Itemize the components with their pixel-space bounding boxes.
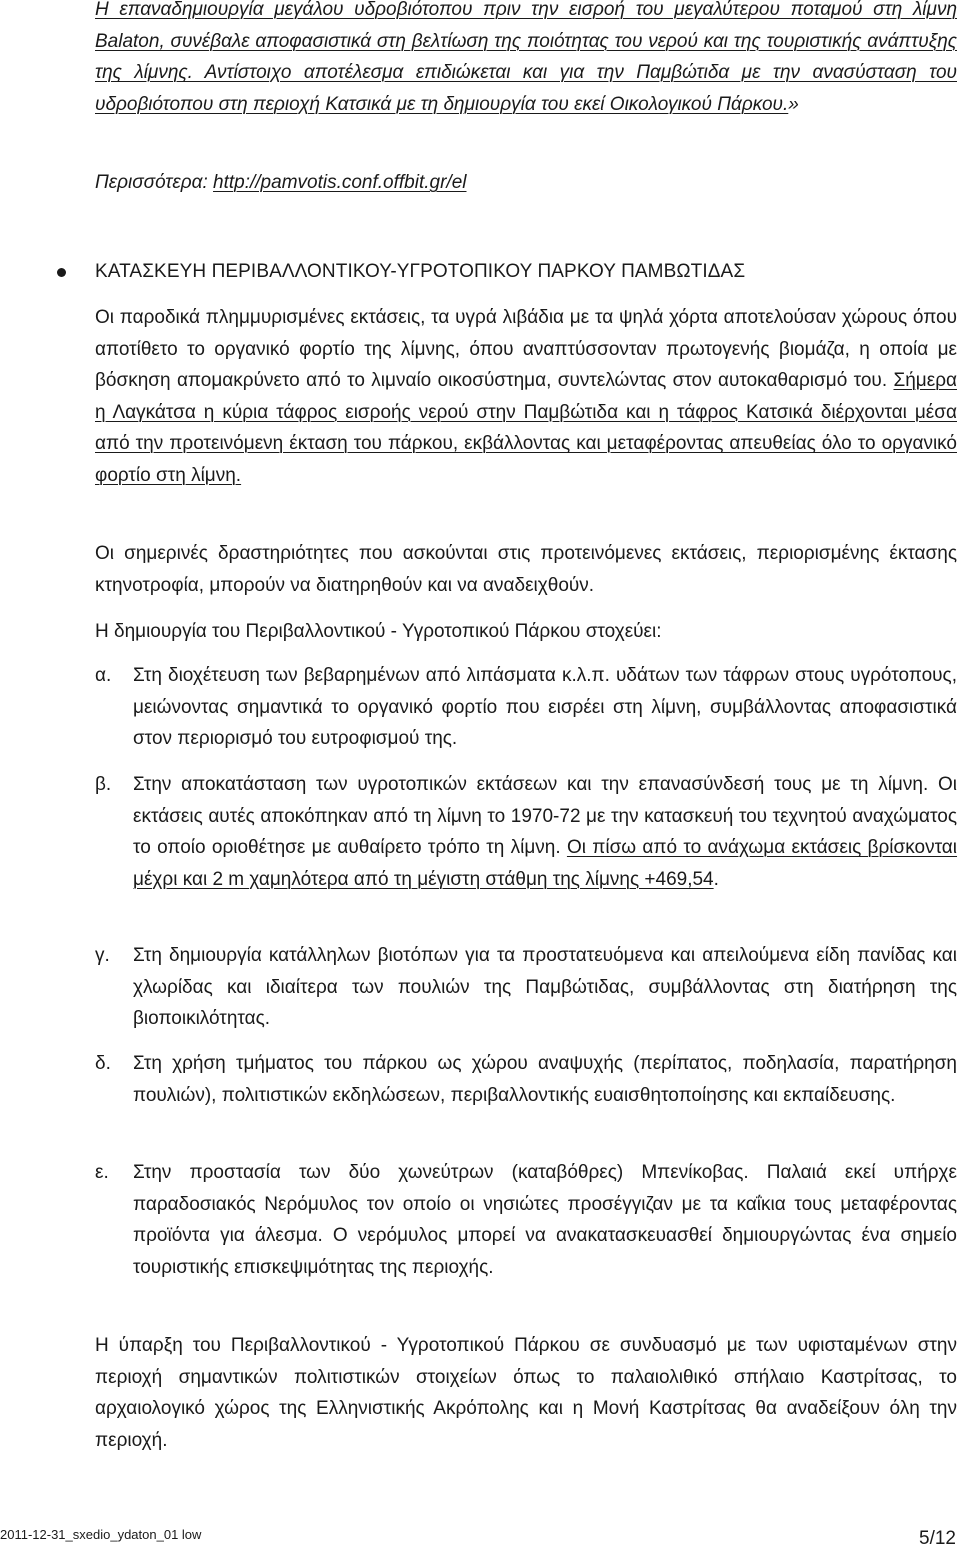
list-tail: . <box>713 868 719 890</box>
goals-intro: Η δημιουργία του Περιβαλλοντικού - Υγροτοπικού Πάρκου στοχεύει: <box>95 621 662 642</box>
page-number: 5/12 <box>919 1528 956 1549</box>
activities-paragraph: Οι σημερινές δραστηριότητες που ασκούνται στις προτεινόμενες εκτάσεις, περιορισμένης έκτασης κτηνοτροφία, μπορούν να διατηρηθούν και να αναδειχθούν. <box>95 543 957 596</box>
list-text: Στη δημιουργία κατάλληλων βιοτόπων για τα προστατευόμενα και απειλούμενα είδη πανίδας και χλωρίδας και ιδιαίτερα των πουλιών της Παμβώτιδας, συμβάλλοντας στη διατήρηση της βιοποικιλότητας. <box>133 945 957 1029</box>
list-underlined-text: Οι πίσω από το ανάχωμα εκτάσεις βρίσκονται μέχρι και 2 m χαμηλότερα από τη μέγιστη στάθμη της λίμνης +469,54 <box>133 837 958 890</box>
section-heading: ΚΑΤΑΣΚΕΥΗ ΠΕΡΙΒΑΛΛΟΝΤΙΚΟΥ-ΥΓΡΟΤΟΠΙΚΟΥ ΠΑΡΚΟΥ ΠΑΜΒΩΤΙΔΑΣ <box>95 261 746 282</box>
list-plain-text: Στην αποκατάσταση των υγροτοπικών εκτάσεων και την επανασύνδεσή τους με τη λίμνη. Οι εκτάσεις αυτές αποκόπηκαν από τη λίμνη το 1970-72 με την κατασκευή του τεχνητού αναχώματος το οποίο οριοθέτησε με αυθαίρετο τρόπο τη λίμνη. <box>133 774 957 858</box>
list-marker: ε. <box>95 1162 109 1183</box>
list-marker: β. <box>95 774 112 795</box>
list-marker: δ. <box>95 1053 111 1074</box>
footer-filename: 2011-12-31_sxedio_ydaton_01 low <box>0 1527 202 1542</box>
list-text: Στην προστασία των δύο χωνεύτρων (καταβόθρες) Μπενίκοβας. Παλαιά εκεί υπήρχε παραδοσιακός Νερόμυλος τον οποίο οι νησιώτες προσέγγιζαν με τα καΐκια τους μεταφέροντας προϊόντα για άλεσμα. Ο νερόμυλος μπορεί να ανακατασκευασθεί δημιουργώντας ένα σημείο τουριστικής επισκεψιμότητας της περιοχής. <box>133 1162 957 1278</box>
closing-paragraph: Η ύπαρξη του Περιβαλλοντικού - Υγροτοπικού Πάρκου σε συνδυασμό με των υφισταμένων στην περιοχή σημαντικών πολιτιστικών στοιχείων όπως το παλαιολιθικό σπήλαιο Καστρίτσας, το αρχαιολογικό χώρος της Ελληνιστικής Ακρόπολης και η Μονή Καστρίτσας θα αναδείξουν όλη την περιοχή. <box>95 1335 957 1451</box>
intro-paragraph <box>95 302 957 491</box>
quote-close-mark: » <box>788 93 799 115</box>
intro-plain-text: Οι παροδικά πλημμυρισμένες εκτάσεις, τα υγρά λιβάδια με τα ψηλά χόρτα αποτελούσαν χώρους όπου αποτίθετο το οργανικό φορτίο της λίμνης, όπου αναπτύσσονταν πρωτογενής βιομάζα, η οποία με βόσκηση απομακρύνετο από το λιμναίο οικοσύστημα, συντελώντας στον αυτοκαθαρισμό του. <box>95 307 957 391</box>
quote-paragraph <box>95 0 957 120</box>
more-info-line <box>95 167 957 199</box>
bullet-icon <box>57 268 66 277</box>
intro-underlined-text: Σήμερα η Λαγκάτσα η κύρια τάφρος εισροής νερού στην Παμβώτιδα και η τάφρος Κατσικά διέρχονται μέσα από την προτεινόμενη έκταση του πάρκου, εκβάλλοντας και μεταφέροντας απευθείας όλο το οργανικό φορτίο στη λίμνη. <box>95 370 958 486</box>
list-text <box>133 769 957 895</box>
list-text: Στη διοχέτευση των βεβαρημένων από λιπάσματα κ.λ.π. υδάτων των τάφρων στους υγρότοπους, μειώνοντας σημαντικά το οργανικό φορτίο που εισρέει στη λίμνη, συμβάλλοντας αποφασιστικά στον περιορισμό του ευτροφισμού της. <box>133 665 957 749</box>
list-marker: γ. <box>95 945 110 966</box>
list-text: Στη χρήση τμήματος του πάρκου ως χώρου αναψυχής (περίπατος, ποδηλασία, παρατήρηση πουλιών), πολιτιστικών εκδηλώσεων, περιβαλλοντικής ευαισθητοποίησης και εκπαίδευσης. <box>133 1053 957 1106</box>
list-marker: α. <box>95 665 112 686</box>
more-label: Περισσότερα: <box>95 172 208 193</box>
quote-text: Η επαναδημιουργία μεγάλου υδροβιότοπου πριν την εισροή του μεγαλύτερου ποταμού στη λίμνη Balaton, συνέβαλε αποφασιστικά στη βελτίωση της ποιότητας του νερού και της τουριστικής ανάπτυξης της λίμνης. Αντίστοιχο αποτέλεσμα επιδιώκεται και για την Παμβώτιδα με την ανασύσταση του υδροβιότοπου στη περιοχή Κατσικά με τη δημιουργία του εκεί Οικολογικού Πάρκου. <box>95 0 957 115</box>
more-link[interactable]: http://pamvotis.conf.offbit.gr/el <box>213 172 467 193</box>
